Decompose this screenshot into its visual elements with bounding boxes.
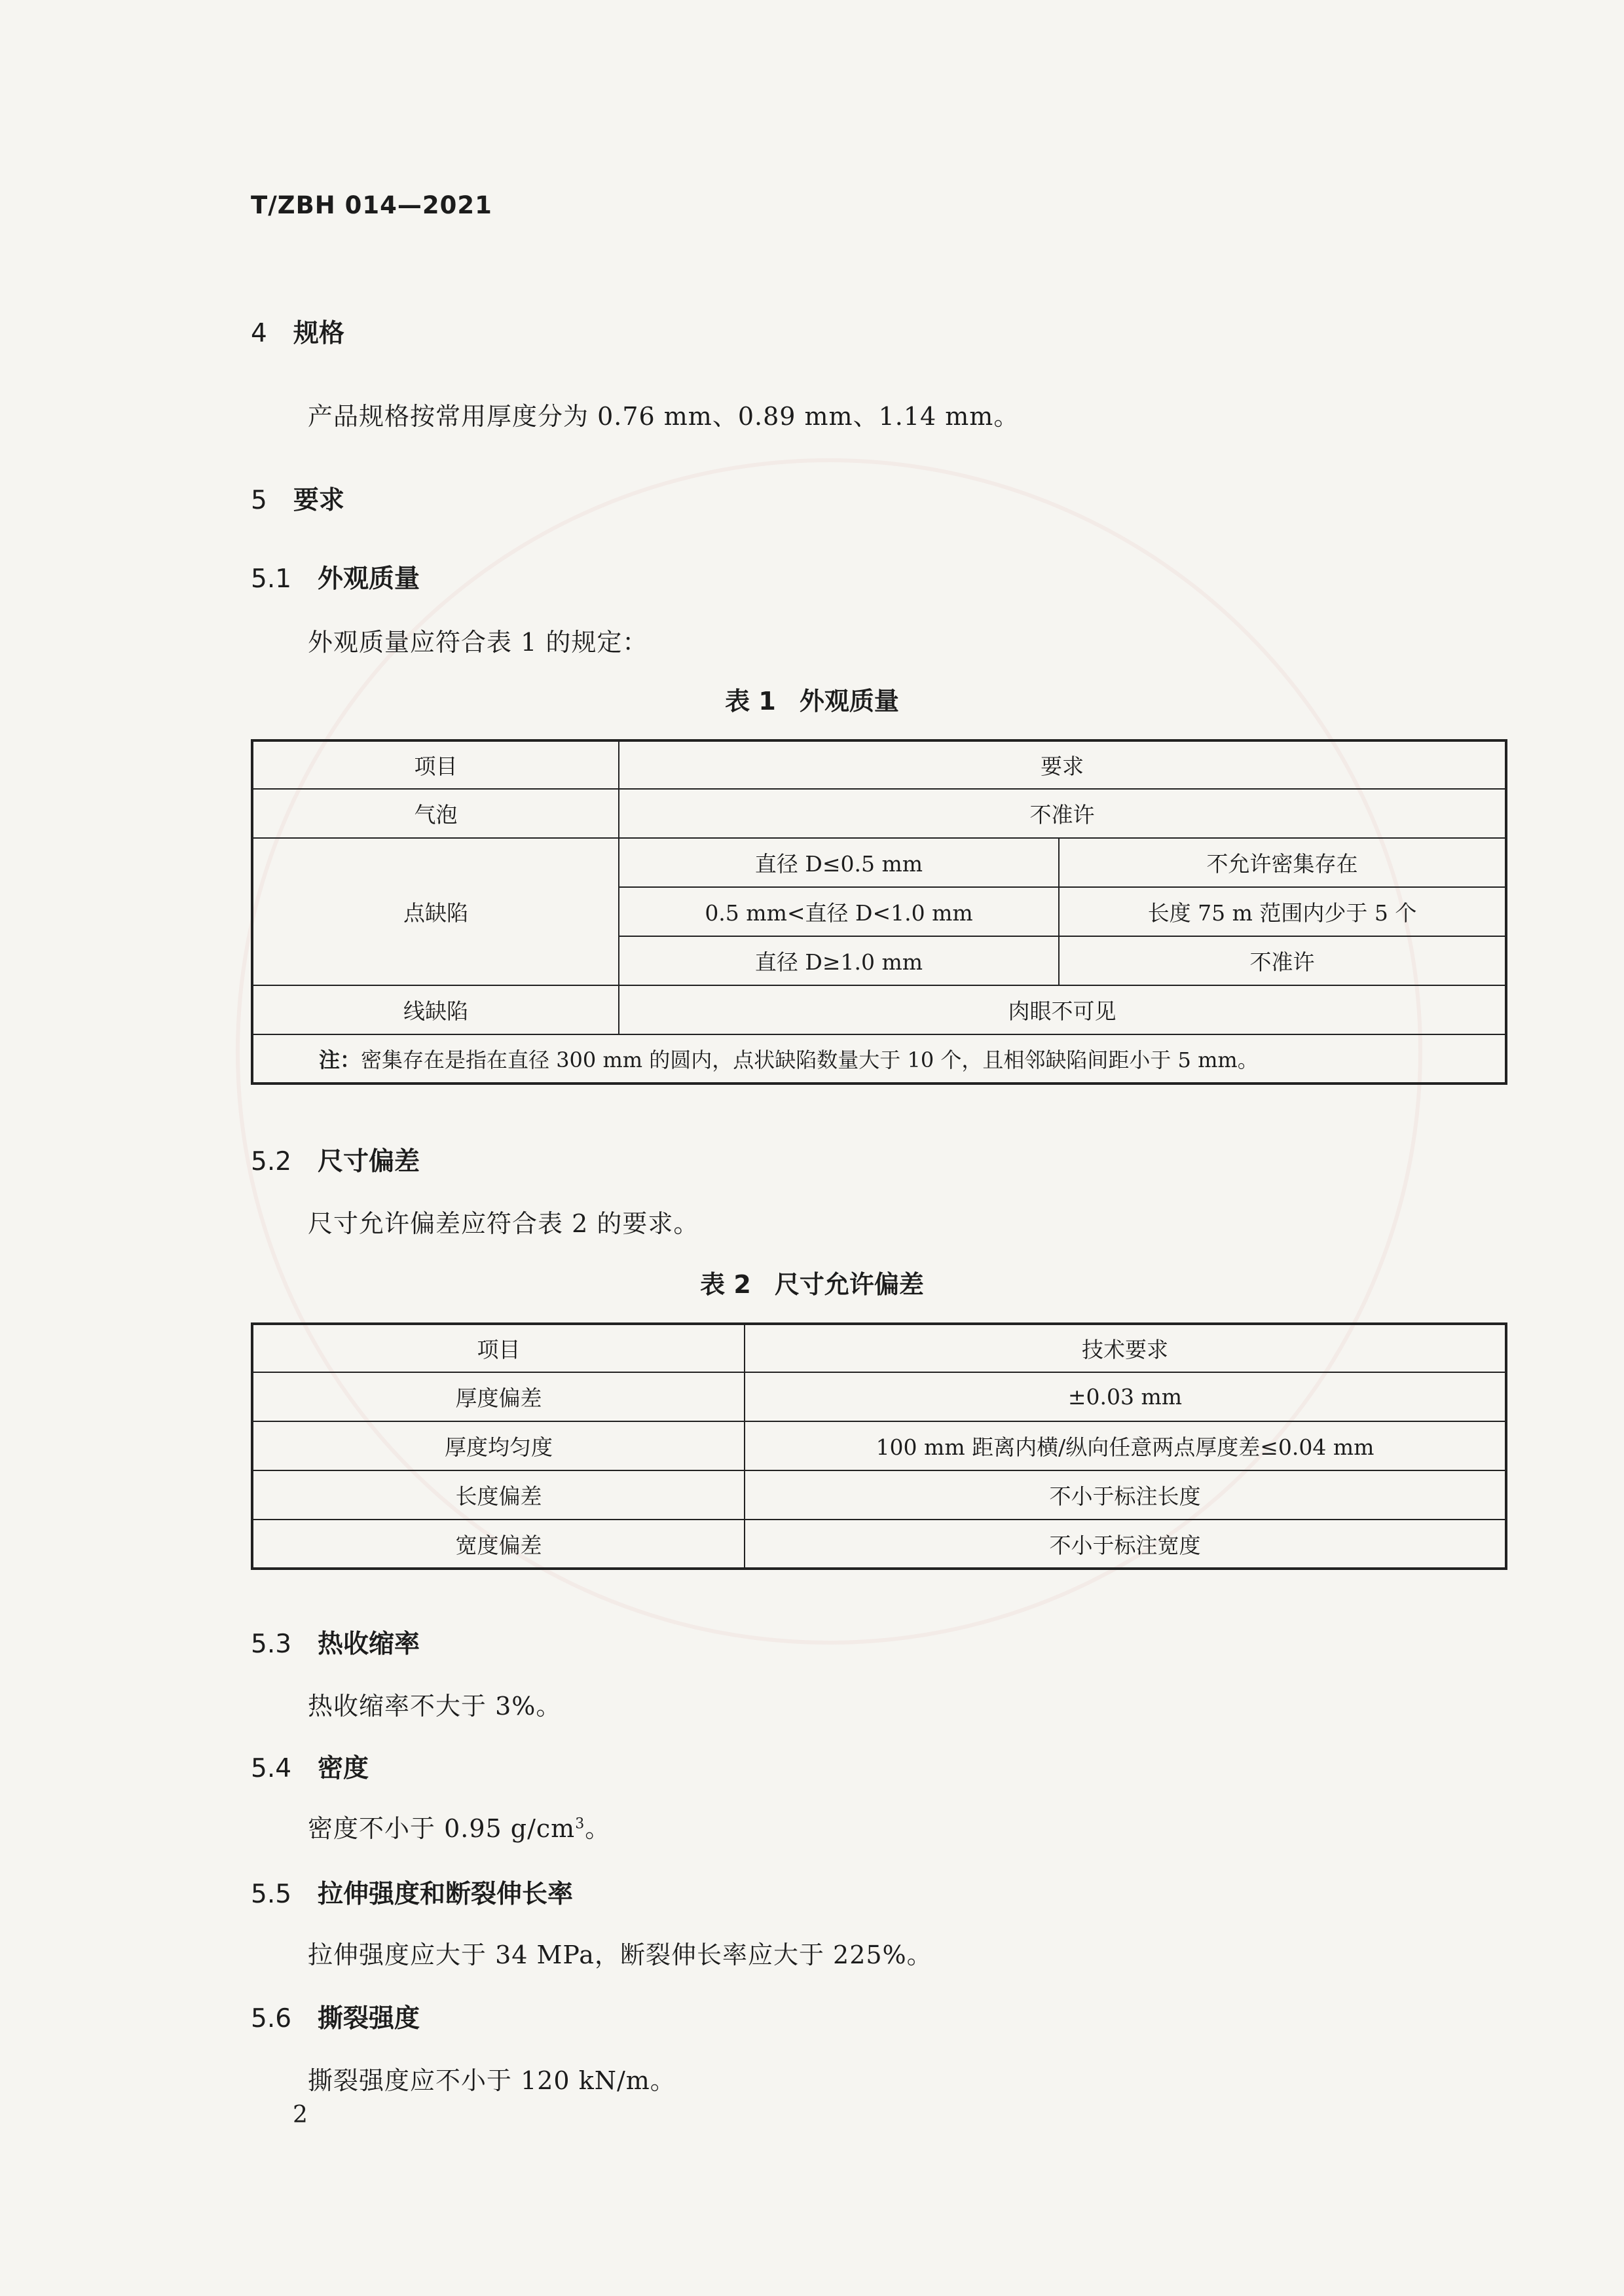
table-row bbox=[252, 1421, 1506, 1470]
table-cell: 长度 75 m 范围内少于 5 个 bbox=[1059, 887, 1506, 936]
table-cell: 不准许 bbox=[1059, 936, 1506, 985]
table-row bbox=[252, 1372, 1506, 1421]
table-note-row bbox=[252, 1034, 1506, 1084]
table-row bbox=[252, 789, 1506, 838]
table-2-title bbox=[0, 1264, 1624, 1300]
table-1-appearance-quality bbox=[251, 739, 1507, 1085]
table-header-row bbox=[252, 1324, 1506, 1372]
document-code: T/ZBH 014—2021 bbox=[251, 191, 492, 219]
density-text-end: 。 bbox=[585, 1814, 611, 1843]
section-5-4-heading bbox=[251, 1748, 369, 1785]
section-5-5-text: 拉伸强度应大于 34 MPa，断裂伸长率应大于 225%。 bbox=[308, 1941, 932, 1969]
section-title: 撕裂强度 bbox=[318, 2004, 420, 2033]
section-number: 5.1 bbox=[251, 564, 292, 594]
note-text: 密集存在是指在直径 300 mm 的圆内，点状缺陷数量大于 10 个，且相邻缺陷间距小于 5 mm。 bbox=[361, 1048, 1259, 1072]
section-5-heading bbox=[251, 480, 344, 517]
page-number: 2 bbox=[293, 2102, 308, 2128]
table-cell: 直径 D≥1.0 mm bbox=[619, 936, 1059, 985]
table-cell: 不允许密集存在 bbox=[1059, 838, 1506, 887]
section-5-1-heading bbox=[251, 558, 420, 595]
section-number: 5.2 bbox=[251, 1147, 292, 1176]
section-5-4-text bbox=[308, 1808, 610, 1844]
section-number: 5.5 bbox=[251, 1880, 292, 1909]
table-cell: 肉眼不可见 bbox=[619, 985, 1506, 1034]
table-cell: 直径 D≤0.5 mm bbox=[619, 838, 1059, 887]
table-cell: 线缺陷 bbox=[252, 985, 619, 1034]
section-title: 尺寸偏差 bbox=[318, 1147, 420, 1176]
section-5-3-heading bbox=[251, 1624, 420, 1660]
section-5-5-heading bbox=[251, 1874, 573, 1910]
table-label: 表 1 bbox=[725, 687, 776, 716]
section-number: 4 bbox=[251, 319, 267, 348]
table-note bbox=[252, 1034, 1506, 1084]
section-number: 5.6 bbox=[251, 2004, 292, 2033]
section-5-3-text: 热收缩率不大于 3%。 bbox=[308, 1692, 562, 1721]
section-5-6-text: 撕裂强度应不小于 120 kN/m。 bbox=[308, 2066, 676, 2095]
table-cell: ±0.03 mm bbox=[745, 1372, 1506, 1421]
table-cell: 宽度偏差 bbox=[252, 1520, 745, 1569]
table-cell: 不准许 bbox=[619, 789, 1506, 838]
table-1-title bbox=[0, 681, 1624, 717]
table-cell: 100 mm 距离内横/纵向任意两点厚度差≤0.04 mm bbox=[745, 1421, 1506, 1470]
table-cell: 长度偏差 bbox=[252, 1470, 745, 1520]
section-title: 热收缩率 bbox=[318, 1630, 420, 1659]
note-label: 注： bbox=[319, 1048, 361, 1072]
table-cell: 厚度偏差 bbox=[252, 1372, 745, 1421]
section-5-1-text: 外观质量应符合表 1 的规定： bbox=[308, 628, 648, 657]
section-4-text: 产品规格按常用厚度分为 0.76 mm、0.89 mm、1.14 mm。 bbox=[308, 402, 1020, 431]
table-cell: 不小于标注宽度 bbox=[745, 1520, 1506, 1569]
table-row bbox=[252, 1470, 1506, 1520]
section-title: 外观质量 bbox=[318, 564, 420, 594]
table-cell: 不小于标注长度 bbox=[745, 1470, 1506, 1520]
density-text: 密度不小于 0.95 g/cm bbox=[308, 1814, 576, 1843]
section-title: 规格 bbox=[293, 319, 344, 348]
section-number: 5 bbox=[251, 486, 267, 515]
table-row bbox=[252, 1520, 1506, 1569]
table-cell: 厚度均匀度 bbox=[252, 1421, 745, 1470]
table-header-cell: 项目 bbox=[252, 1324, 745, 1372]
table-header-cell: 技术要求 bbox=[745, 1324, 1506, 1372]
table-2-dimension-deviation bbox=[251, 1322, 1507, 1570]
section-number: 5.4 bbox=[251, 1754, 292, 1783]
table-header-cell: 项目 bbox=[252, 740, 619, 789]
section-title: 密度 bbox=[318, 1754, 369, 1783]
section-number: 5.3 bbox=[251, 1630, 292, 1659]
table-cell: 点缺陷 bbox=[252, 838, 619, 985]
table-label: 表 2 bbox=[700, 1270, 751, 1299]
density-superscript: 3 bbox=[575, 1815, 585, 1832]
table-cell: 气泡 bbox=[252, 789, 619, 838]
section-5-2-text: 尺寸允许偏差应符合表 2 的要求。 bbox=[308, 1209, 699, 1238]
section-title: 拉伸强度和断裂伸长率 bbox=[318, 1880, 574, 1909]
table-caption: 尺寸允许偏差 bbox=[774, 1270, 924, 1299]
table-row bbox=[252, 838, 1506, 887]
section-5-2-heading bbox=[251, 1141, 420, 1178]
section-4-heading bbox=[251, 313, 344, 350]
table-cell: 0.5 mm<直径 D<1.0 mm bbox=[619, 887, 1059, 936]
table-row bbox=[252, 985, 1506, 1034]
table-caption: 外观质量 bbox=[799, 687, 899, 716]
table-header-cell: 要求 bbox=[619, 740, 1506, 789]
section-title: 要求 bbox=[293, 486, 344, 515]
section-5-6-heading bbox=[251, 1998, 420, 2035]
table-header-row bbox=[252, 740, 1506, 789]
